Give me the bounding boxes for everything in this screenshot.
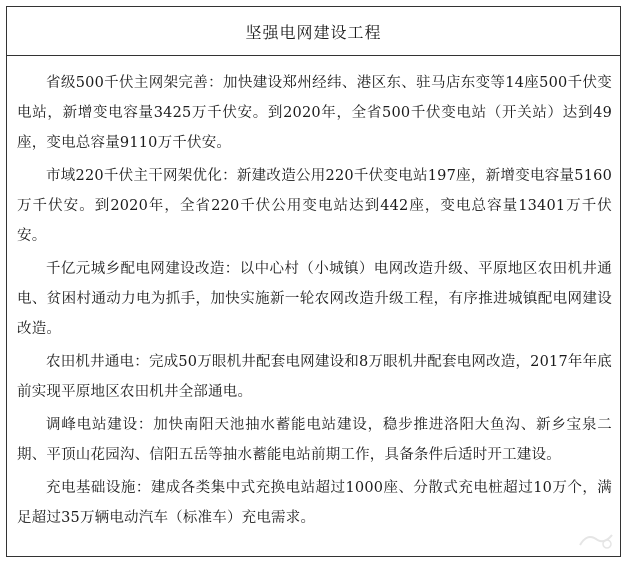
document-table [6,6,621,557]
paragraph-charging-infrastructure: 充电基础设施：建成各类集中式充换电站超过1000座、分散式充电桩超过10万个，满足超过35万辆电动汽车（标准车）充电需求。 [17,480,612,526]
paragraph-distribution-grid: 千亿元城乡配电网建设改造：以中心村（小城镇）电网改造升级、平原地区农田机井通电、贫困村通动力电为抓手，加快实施新一轮农网改造升级工程，有序推进城镇配电网建设改造。 [17,261,612,337]
paragraph-farmland-wells: 农田机井通电：完成50万眼机井配套电网建设和8万眼机井配套电网改造，2017年年底前实现平原地区农田机井全部通电。 [17,354,612,400]
table-title [7,7,620,56]
watermark-icon [577,529,615,551]
paragraph-provincial-grid: 省级500千伏主网架完善：加快建设郑州经纬、港区东、驻马店东变等14座500千伏变电站，新增变电容量3425万千伏安。到2020年，全省500千伏变电站（开关站）达到49座，变电总容量9110万千伏安。 [17,75,612,151]
title-text: 坚强电网建设工程 [245,22,382,42]
paragraph-peak-station: 调峰电站建设：加快南阳天池抽水蓄能电站建设，稳步推进洛阳大鱼沟、新乡宝泉二期、平顶山花园沟、信阳五岳等抽水蓄能电站前期工作，具备条件后适时开工建设。 [17,417,612,463]
table-body [7,56,620,533]
paragraph-municipal-grid: 市域220千伏主干网架优化：新建改造公用220千伏变电站197座，新增变电容量5160万千伏安。到2020年，全省220千伏公用变电站达到442座，变电总容量13401万千伏安。 [17,168,612,244]
